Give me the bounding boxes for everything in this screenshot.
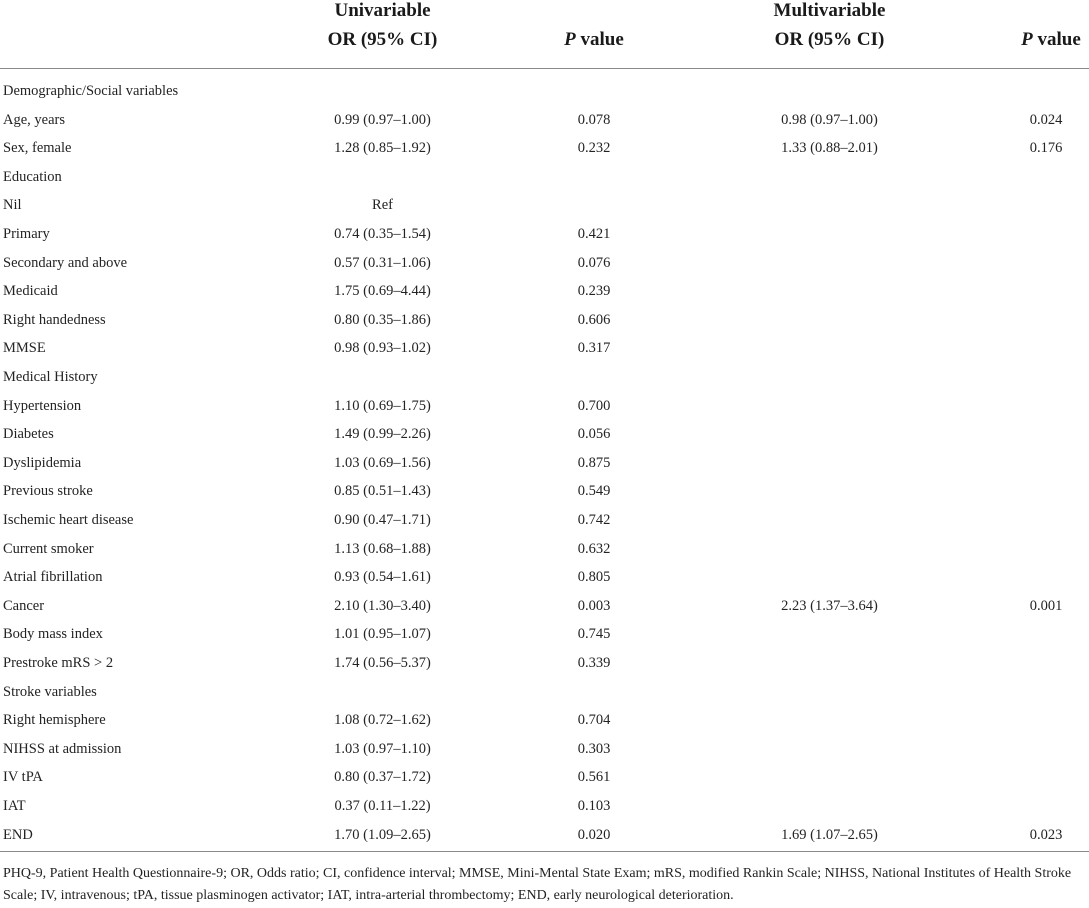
univariable-p: 0.742 <box>577 512 611 528</box>
table-row <box>0 277 1089 305</box>
univariable-or: 1.03 (0.97–1.10) <box>334 740 431 757</box>
table-row <box>0 477 1089 505</box>
univariable-or: 1.74 (0.56–5.37) <box>334 655 431 671</box>
row-label: Primary <box>3 226 50 242</box>
univariable-p: 0.561 <box>577 769 611 786</box>
row-label: Diabetes <box>3 426 54 443</box>
univariable-p: 0.239 <box>577 283 611 300</box>
row-label: MMSE <box>3 340 46 357</box>
row-label: END <box>3 826 33 843</box>
univariable-p: 0.421 <box>577 226 611 242</box>
row-label: Medicaid <box>3 283 58 300</box>
univariable-p: 0.103 <box>577 798 611 814</box>
row-label: NIHSS at admission <box>3 740 122 757</box>
p-rest: value <box>1032 29 1081 50</box>
univariable-or: 1.49 (0.99–2.26) <box>334 426 431 443</box>
table-row <box>0 620 1089 648</box>
row-label: Age, years <box>3 111 66 128</box>
univariable-or: 1.28 (0.85–1.92) <box>334 140 431 157</box>
univariable-header-line2: OR (95% CI) <box>327 29 438 50</box>
univariable-or: 0.98 (0.93–1.02) <box>334 340 431 357</box>
univariable-p: 0.606 <box>577 311 611 328</box>
table-row <box>0 249 1089 277</box>
univariable-p: 0.805 <box>577 569 611 586</box>
row-label: Body mass index <box>3 626 103 643</box>
table-row <box>0 649 1089 677</box>
univariable-p-header <box>540 25 648 54</box>
row-label: Education <box>3 168 62 185</box>
multivariable-p: 0.024 <box>1029 111 1063 128</box>
row-label: Medical History <box>3 369 98 385</box>
multivariable-or: 2.23 (1.37–3.64) <box>781 597 878 614</box>
univariable-or: 0.57 (0.31–1.06) <box>334 254 431 271</box>
multivariable-header-line1: Multivariable <box>773 0 886 21</box>
multivariable-p: 0.001 <box>1029 597 1063 614</box>
multivariable-or: 0.98 (0.97–1.00) <box>781 111 878 128</box>
table-row <box>0 191 1089 219</box>
multivariable-p: 0.023 <box>1029 826 1063 843</box>
table-row <box>0 678 1089 706</box>
univariable-p: 0.339 <box>577 655 611 671</box>
p-rest: value <box>575 29 624 50</box>
univariable-p: 0.317 <box>577 340 611 357</box>
univariable-p: 0.549 <box>577 483 611 500</box>
table-row <box>0 706 1089 734</box>
univariable-p: 0.003 <box>577 597 611 614</box>
row-label: Prestroke mRS > 2 <box>3 655 114 671</box>
header-rule <box>0 68 1089 69</box>
row-label: Current smoker <box>3 540 94 557</box>
univariable-p: 0.020 <box>577 826 611 843</box>
row-label: Cancer <box>3 597 45 614</box>
table-row <box>0 592 1089 620</box>
table-row <box>0 763 1089 791</box>
univariable-or: 0.93 (0.54–1.61) <box>334 569 431 586</box>
row-label: Nil <box>3 197 22 214</box>
univariable-p: 0.303 <box>577 740 611 757</box>
univariable-or: 0.74 (0.35–1.54) <box>334 226 431 242</box>
table-row <box>0 506 1089 534</box>
multivariable-or: 1.33 (0.88–2.01) <box>781 140 878 157</box>
table-row <box>0 77 1089 105</box>
univariable-or: Ref <box>372 197 393 214</box>
multivariable-or: 1.69 (1.07–2.65) <box>781 826 878 843</box>
row-label: IV tPA <box>3 769 43 786</box>
univariable-p: 0.745 <box>577 626 611 643</box>
univariable-header-line1: Univariable <box>334 0 431 21</box>
univariable-or: 1.75 (0.69–4.44) <box>334 283 431 300</box>
table-row <box>0 449 1089 477</box>
row-label: Ischemic heart disease <box>3 512 134 528</box>
multivariable-p: 0.176 <box>1029 140 1063 157</box>
multivariable-header <box>737 0 922 54</box>
univariable-or: 1.70 (1.09–2.65) <box>334 826 431 843</box>
univariable-or: 0.99 (0.97–1.00) <box>334 111 431 128</box>
table-row <box>0 363 1089 391</box>
univariable-or: 0.80 (0.37–1.72) <box>334 769 431 786</box>
univariable-p: 0.875 <box>577 454 611 471</box>
univariable-p: 0.076 <box>577 254 611 271</box>
multivariable-header-line2: OR (95% CI) <box>774 29 885 50</box>
table-row <box>0 735 1089 763</box>
univariable-header <box>290 0 475 54</box>
univariable-or: 2.10 (1.30–3.40) <box>334 597 431 614</box>
row-label: Dyslipidemia <box>3 454 82 471</box>
univariable-or: 0.37 (0.11–1.22) <box>334 798 431 814</box>
table-row <box>0 535 1089 563</box>
table-row <box>0 420 1089 448</box>
row-label: Sex, female <box>3 140 72 157</box>
univariable-p: 0.704 <box>577 712 611 729</box>
univariable-p: 0.700 <box>577 397 611 414</box>
table-row <box>0 334 1089 362</box>
row-label: IAT <box>3 798 26 814</box>
footnote: PHQ-9, Patient Health Questionnaire-9; OR, Odds ratio; CI, confidence interval; MMSE, Mini-Mental State Exam; mRS, modified Rankin Scale; NIHSS, National Institutes of Health Stroke Scale; IV, intravenous; tPA, tissue plasminogen activator; IAT, intra-arterial thrombectomy; END, early neurological deterioration. <box>3 866 1072 903</box>
univariable-or: 1.13 (0.68–1.88) <box>334 540 431 557</box>
table-row <box>0 106 1089 134</box>
table-row <box>0 306 1089 334</box>
univariable-or: 0.85 (0.51–1.43) <box>334 483 431 500</box>
univariable-p: 0.056 <box>577 426 611 443</box>
footer-rule <box>0 851 1089 852</box>
table-row <box>0 134 1089 162</box>
univariable-or: 1.01 (0.95–1.07) <box>334 626 431 643</box>
univariable-or: 0.80 (0.35–1.86) <box>334 311 431 328</box>
univariable-p: 0.632 <box>577 540 611 557</box>
univariable-or: 1.10 (0.69–1.75) <box>334 397 431 414</box>
univariable-p: 0.078 <box>577 111 611 128</box>
table-row <box>0 821 1089 849</box>
multivariable-p-header <box>1012 25 1089 54</box>
row-label: Previous stroke <box>3 483 93 500</box>
table-row <box>0 392 1089 420</box>
row-label: Secondary and above <box>3 254 128 271</box>
table-row <box>0 163 1089 191</box>
table-row <box>0 792 1089 820</box>
univariable-or: 1.08 (0.72–1.62) <box>334 712 431 729</box>
table-row <box>0 563 1089 591</box>
row-label: Right handedness <box>3 311 106 328</box>
p-italic: P <box>1021 29 1033 50</box>
univariable-or: 1.03 (0.69–1.56) <box>334 454 431 471</box>
univariable-or: 0.90 (0.47–1.71) <box>334 512 431 528</box>
row-label: Hypertension <box>3 397 82 414</box>
p-italic: P <box>564 29 576 50</box>
row-label: Stroke variables <box>3 683 97 700</box>
table-row <box>0 220 1089 248</box>
row-label: Right hemisphere <box>3 712 106 729</box>
univariable-p: 0.232 <box>577 140 611 157</box>
row-label: Demographic/Social variables <box>3 83 179 99</box>
row-label: Atrial fibrillation <box>3 569 103 586</box>
